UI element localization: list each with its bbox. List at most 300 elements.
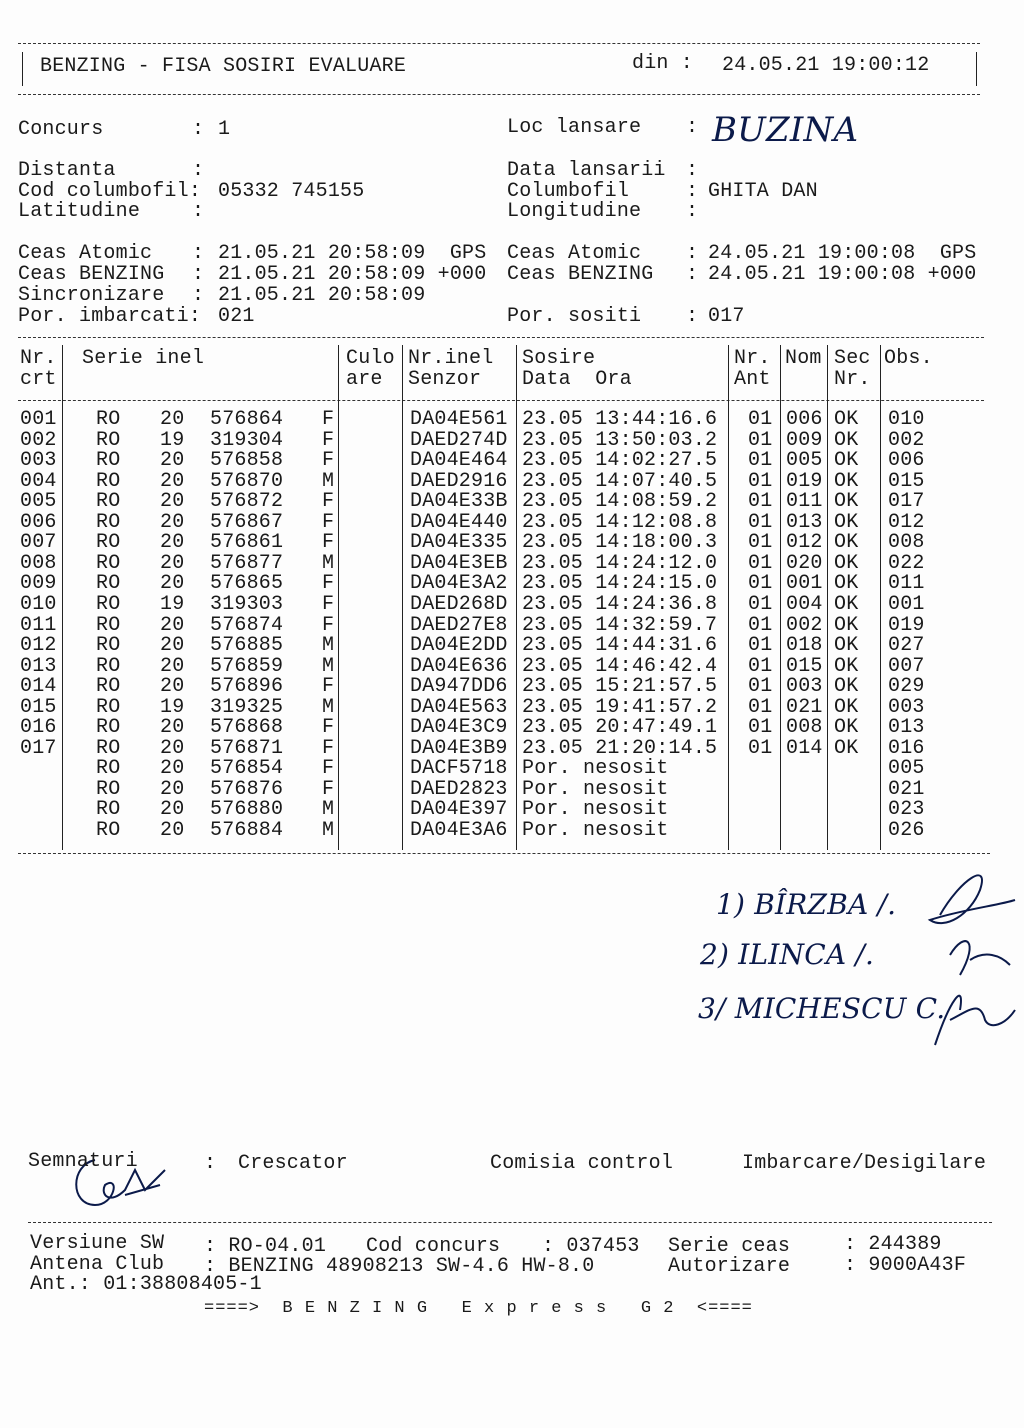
cell-arrival: Por. nesosit xyxy=(522,777,669,801)
cell-antenna: 01 xyxy=(748,592,773,616)
commission-label: Comisia control xyxy=(490,1152,674,1175)
date-label: din : xyxy=(632,52,694,75)
cell-nom: 006 xyxy=(786,408,823,431)
cell-year: 20 xyxy=(160,654,185,678)
cell-country: RO xyxy=(96,716,121,740)
cell-sensor: DA04E3EB xyxy=(410,551,508,575)
cell-arrival: 23.05 14:24:15.0 xyxy=(522,572,718,596)
info-colon: : xyxy=(686,200,699,223)
header-sec-nr: Sec Nr. xyxy=(834,347,871,391)
cell-ring: 576867 xyxy=(210,510,284,534)
box-right-border xyxy=(976,52,977,86)
cell-sec: OK xyxy=(834,613,859,637)
cell-nr: 010 xyxy=(20,592,57,616)
cell-obs: 012 xyxy=(888,510,925,534)
info-label: Por. sositi xyxy=(507,305,642,328)
antenna-id: Ant.: 01:38808405-1 xyxy=(30,1273,262,1296)
info-label: Columbofil xyxy=(507,180,630,203)
cell-antenna: 01 xyxy=(748,469,773,493)
cell-sensor: DA947DD6 xyxy=(410,675,508,699)
cell-sex: F xyxy=(322,675,335,699)
cell-antenna: 01 xyxy=(748,449,773,473)
cell-country: RO xyxy=(96,428,121,452)
cell-sensor: DA04E440 xyxy=(410,510,508,534)
cell-nom: 013 xyxy=(786,510,823,534)
cell-sensor: DA04E3B9 xyxy=(410,736,508,760)
cell-arrival: 23.05 14:08:59.2 xyxy=(522,490,718,514)
cell-ring: 576876 xyxy=(210,777,284,801)
cell-sec: OK xyxy=(834,510,859,534)
info-value: 021 xyxy=(218,305,255,328)
cell-sec: OK xyxy=(834,716,859,740)
cell-antenna: 01 xyxy=(748,654,773,678)
column-separator xyxy=(402,345,403,850)
cell-year: 19 xyxy=(160,428,185,452)
cell-sex: F xyxy=(322,736,335,760)
info-label: Ceas BENZING xyxy=(507,263,654,286)
cell-arrival: Por. nesosit xyxy=(522,819,669,842)
cell-country: RO xyxy=(96,572,121,596)
clock-serial-label: Serie ceas xyxy=(668,1235,791,1258)
cell-obs: 016 xyxy=(888,736,925,760)
cell-country: RO xyxy=(96,449,121,473)
cell-year: 20 xyxy=(160,510,185,534)
column-separator xyxy=(338,345,339,850)
cell-arrival: 23.05 13:44:16.6 xyxy=(522,408,718,431)
cell-year: 20 xyxy=(160,634,185,658)
cell-sec: OK xyxy=(834,469,859,493)
cell-sec: OK xyxy=(834,449,859,473)
clock-serial-value: : 244389 xyxy=(844,1233,942,1256)
cell-obs: 021 xyxy=(888,777,925,801)
cell-country: RO xyxy=(96,675,121,699)
cell-ring: 576874 xyxy=(210,613,284,637)
cell-country: RO xyxy=(96,777,121,801)
cell-sex: F xyxy=(322,757,335,781)
cell-ring: 319303 xyxy=(210,592,284,616)
column-separator xyxy=(62,345,63,850)
cell-arrival: 23.05 19:41:57.2 xyxy=(522,695,718,719)
cell-sex: F xyxy=(322,531,335,555)
cell-nr: 017 xyxy=(20,736,57,760)
cell-country: RO xyxy=(96,551,121,575)
cell-nom: 005 xyxy=(786,449,823,473)
info-value: GHITA DAN xyxy=(708,180,818,203)
header-serie-inel: Serie inel xyxy=(82,347,205,370)
header-obs: Obs. xyxy=(884,347,933,370)
info-colon: : xyxy=(686,305,699,328)
cell-nr: 001 xyxy=(20,408,57,431)
info-value: 24.05.21 19:00:08 GPS xyxy=(708,242,977,265)
cell-antenna: 01 xyxy=(748,510,773,534)
info-label: Ceas BENZING xyxy=(18,263,165,286)
cell-country: RO xyxy=(96,634,121,658)
cell-obs: 005 xyxy=(888,757,925,781)
cell-antenna: 01 xyxy=(748,675,773,699)
table-top-divider xyxy=(18,337,984,338)
date-value: 24.05.21 19:00:12 xyxy=(722,54,930,77)
info-label: Sincronizare xyxy=(18,284,165,307)
cell-nr: 007 xyxy=(20,531,57,555)
cell-sec: OK xyxy=(834,572,859,596)
cell-country: RO xyxy=(96,695,121,719)
cell-ring: 319304 xyxy=(210,428,284,452)
cell-sec: OK xyxy=(834,531,859,555)
cell-nom: 015 xyxy=(786,654,823,678)
cell-ring: 576885 xyxy=(210,634,284,658)
cell-ring: 576884 xyxy=(210,819,284,842)
cell-sex: F xyxy=(322,777,335,801)
cell-year: 20 xyxy=(160,572,185,596)
cell-sec: OK xyxy=(834,592,859,616)
cell-antenna: 01 xyxy=(748,736,773,760)
cell-obs: 029 xyxy=(888,675,925,699)
cell-nr: 015 xyxy=(20,695,57,719)
header-senzor: Nr.inel Senzor xyxy=(408,347,494,391)
column-separator xyxy=(728,345,729,850)
info-colon: : xyxy=(192,118,205,141)
cell-nr: 003 xyxy=(20,449,57,473)
cell-nom: 004 xyxy=(786,592,823,616)
cell-year: 20 xyxy=(160,531,185,555)
header-sosire: Sosire Data Ora xyxy=(522,347,632,391)
cell-sensor: DA04E3A6 xyxy=(410,819,508,842)
cell-sex: M xyxy=(322,469,335,493)
cell-ring: 576872 xyxy=(210,490,284,514)
cell-country: RO xyxy=(96,592,121,616)
cell-ring: 576870 xyxy=(210,469,284,493)
info-value: 21.05.21 20:58:09 xyxy=(218,284,426,307)
cell-year: 20 xyxy=(160,819,185,842)
commission-signatures-icon xyxy=(890,860,1020,1060)
cell-sec: OK xyxy=(834,551,859,575)
cell-antenna: 01 xyxy=(748,716,773,740)
cell-obs: 011 xyxy=(888,572,925,596)
cell-year: 20 xyxy=(160,469,185,493)
cell-sensor: DA04E563 xyxy=(410,695,508,719)
cell-sec: OK xyxy=(834,428,859,452)
cell-obs: 023 xyxy=(888,798,925,822)
cell-year: 20 xyxy=(160,449,185,473)
info-value: 017 xyxy=(708,305,745,328)
info-label: Ceas Atomic xyxy=(507,242,642,265)
cell-nom: 001 xyxy=(786,572,823,596)
header-nr-ant: Nr. Ant xyxy=(734,347,771,391)
cell-sensor: DA04E3C9 xyxy=(410,716,508,740)
cell-obs: 022 xyxy=(888,551,925,575)
column-separator xyxy=(827,345,828,850)
cell-sensor: DA04E3A2 xyxy=(410,572,508,596)
cell-sensor: DA04E636 xyxy=(410,654,508,678)
cell-year: 20 xyxy=(160,736,185,760)
authorization-label: Autorizare xyxy=(668,1255,791,1278)
cell-obs: 008 xyxy=(888,531,925,555)
cell-sex: F xyxy=(322,716,335,740)
box-left-border xyxy=(22,52,23,86)
cell-nr: 013 xyxy=(20,654,57,678)
cell-nr: 009 xyxy=(20,572,57,596)
cell-sec: OK xyxy=(834,675,859,699)
cell-nom: 014 xyxy=(786,736,823,760)
cell-country: RO xyxy=(96,490,121,514)
cell-arrival: 23.05 14:07:40.5 xyxy=(522,469,718,493)
cell-antenna: 01 xyxy=(748,634,773,658)
info-value: 1 xyxy=(218,118,231,141)
cell-ring: 576861 xyxy=(210,531,284,555)
cell-sec: OK xyxy=(834,408,859,431)
cell-arrival: 23.05 14:12:08.8 xyxy=(522,510,718,534)
cell-antenna: 01 xyxy=(748,572,773,596)
cell-sex: F xyxy=(322,408,335,431)
cell-year: 19 xyxy=(160,695,185,719)
cell-sex: M xyxy=(322,634,335,658)
info-label: Data lansarii xyxy=(507,159,666,182)
cell-nom: 003 xyxy=(786,675,823,699)
cell-obs: 001 xyxy=(888,592,925,616)
info-label: Cod columbofil: xyxy=(18,180,202,203)
cell-antenna: 01 xyxy=(748,695,773,719)
cell-arrival: 23.05 13:50:03.2 xyxy=(522,428,718,452)
cell-ring: 576865 xyxy=(210,572,284,596)
cell-year: 20 xyxy=(160,408,185,431)
cell-obs: 002 xyxy=(888,428,925,452)
column-separator xyxy=(880,345,881,850)
cell-sensor: DA04E561 xyxy=(410,408,508,431)
cell-antenna: 01 xyxy=(748,428,773,452)
cell-arrival: 23.05 14:32:59.7 xyxy=(522,613,718,637)
cell-year: 20 xyxy=(160,613,185,637)
cell-nr: 005 xyxy=(20,490,57,514)
info-colon: : xyxy=(686,116,699,139)
cell-ring: 319325 xyxy=(210,695,284,719)
header-nom: Nom xyxy=(785,347,822,370)
cell-obs: 013 xyxy=(888,716,925,740)
cell-obs: 003 xyxy=(888,695,925,719)
header-culoare: Culo are xyxy=(346,347,395,391)
cell-sensor: DA04E335 xyxy=(410,531,508,555)
cell-sex: F xyxy=(322,510,335,534)
cell-sex: M xyxy=(322,654,335,678)
cell-arrival: 23.05 21:20:14.5 xyxy=(522,736,718,760)
cell-sec: OK xyxy=(834,695,859,719)
cell-nom: 002 xyxy=(786,613,823,637)
cell-year: 20 xyxy=(160,777,185,801)
info-label: Longitudine xyxy=(507,200,642,223)
cell-nr: 014 xyxy=(20,675,57,699)
info-colon: : xyxy=(686,242,699,265)
info-label: Concurs xyxy=(18,118,104,141)
cell-sensor: DA04E33B xyxy=(410,490,508,514)
cell-obs: 026 xyxy=(888,819,925,842)
table-bottom-divider xyxy=(18,853,990,854)
info-label: Por. imbarcati: xyxy=(18,305,202,328)
cell-arrival: 23.05 14:24:12.0 xyxy=(522,551,718,575)
cell-antenna: 01 xyxy=(748,408,773,431)
sw-version-label: Versiune SW xyxy=(30,1232,165,1255)
cell-sensor: DAED274D xyxy=(410,428,508,452)
cell-nr: 008 xyxy=(20,551,57,575)
cell-arrival: Por. nesosit xyxy=(522,798,669,822)
cell-nom: 021 xyxy=(786,695,823,719)
footer-divider xyxy=(28,1222,992,1223)
cell-arrival: 23.05 15:21:57.5 xyxy=(522,675,718,699)
cell-sex: M xyxy=(322,551,335,575)
cell-sec: OK xyxy=(834,490,859,514)
cell-nr: 002 xyxy=(20,428,57,452)
cell-sex: F xyxy=(322,592,335,616)
club-antenna-label: Antena Club xyxy=(30,1253,165,1276)
cell-sec: OK xyxy=(834,654,859,678)
breeder-label: Crescator xyxy=(238,1152,348,1175)
cell-sex: M xyxy=(322,819,335,842)
signatures-label: Semnaturi xyxy=(28,1150,138,1173)
cell-year: 20 xyxy=(160,490,185,514)
cell-country: RO xyxy=(96,531,121,555)
cell-sensor: DAED27E8 xyxy=(410,613,508,637)
handwritten-line-1: 1) BÎRZBA /. xyxy=(716,888,897,921)
cell-nom: 008 xyxy=(786,716,823,740)
handwritten-line-2: 2) ILINCA /. xyxy=(700,938,875,971)
cell-antenna: 01 xyxy=(748,613,773,637)
cell-obs: 027 xyxy=(888,634,925,658)
info-value: 21.05.21 20:58:09 GPS xyxy=(218,242,487,265)
cell-obs: 010 xyxy=(888,408,925,431)
cell-ring: 576868 xyxy=(210,716,284,740)
cell-nom: 020 xyxy=(786,551,823,575)
cell-arrival: 23.05 20:47:49.1 xyxy=(522,716,718,740)
cell-sex: F xyxy=(322,572,335,596)
info-value: 05332 745155 xyxy=(218,180,365,203)
cell-sensor: DA04E2DD xyxy=(410,634,508,658)
race-code-label: Cod concurs xyxy=(366,1235,501,1258)
cell-nom: 012 xyxy=(786,531,823,555)
cell-sex: F xyxy=(322,490,335,514)
race-code-value: : 037453 xyxy=(542,1235,640,1258)
cell-sensor: DAED268D xyxy=(410,592,508,616)
info-value: 21.05.21 20:58:09 +000 xyxy=(218,263,487,286)
info-label: Loc lansare xyxy=(507,116,642,139)
info-label: Ceas Atomic xyxy=(18,242,153,265)
boarding-label: Imbarcare/Desigilare xyxy=(742,1152,987,1175)
info-colon: : xyxy=(192,263,205,286)
cell-nr: 006 xyxy=(20,510,57,534)
cell-nom: 011 xyxy=(786,490,823,514)
column-separator xyxy=(516,345,517,850)
cell-arrival: 23.05 14:02:27.5 xyxy=(522,449,718,473)
cell-country: RO xyxy=(96,654,121,678)
info-colon: : xyxy=(192,200,205,223)
cell-ring: 576871 xyxy=(210,736,284,760)
info-label: Distanta xyxy=(18,159,116,182)
handwritten-line-3: 3/ MICHESCU C. xyxy=(698,992,946,1025)
cell-nr: 004 xyxy=(20,469,57,493)
info-colon: : xyxy=(686,159,699,182)
cell-antenna: 01 xyxy=(748,551,773,575)
cell-antenna: 01 xyxy=(748,531,773,555)
cell-ring: 576877 xyxy=(210,551,284,575)
table-header-divider xyxy=(18,400,984,401)
info-colon: : xyxy=(192,284,205,307)
cell-sensor: DA04E464 xyxy=(410,449,508,473)
cell-country: RO xyxy=(96,469,121,493)
cell-sensor: DAED2823 xyxy=(410,777,508,801)
cell-ring: 576859 xyxy=(210,654,284,678)
cell-year: 20 xyxy=(160,798,185,822)
info-colon: : xyxy=(192,242,205,265)
cell-year: 20 xyxy=(160,757,185,781)
cell-arrival: 23.05 14:18:00.3 xyxy=(522,531,718,555)
signatures-colon: : xyxy=(204,1152,217,1175)
cell-year: 20 xyxy=(160,716,185,740)
cell-country: RO xyxy=(96,510,121,534)
cell-sensor: DAED2916 xyxy=(410,469,508,493)
cell-ring: 576854 xyxy=(210,757,284,781)
cell-sex: F xyxy=(322,613,335,637)
cell-country: RO xyxy=(96,757,121,781)
authorization-value: : 9000A43F xyxy=(844,1254,967,1277)
cell-country: RO xyxy=(96,736,121,760)
cell-nr: 016 xyxy=(20,716,57,740)
info-colon: : xyxy=(686,263,699,286)
cell-obs: 006 xyxy=(888,449,925,473)
cell-obs: 019 xyxy=(888,613,925,637)
info-value: 24.05.21 19:00:08 +000 xyxy=(708,263,977,286)
info-colon: : xyxy=(686,180,699,203)
cell-obs: 015 xyxy=(888,469,925,493)
info-colon: : xyxy=(192,159,205,182)
cell-nom: 019 xyxy=(786,469,823,493)
benzing-express-banner: ====> B E N Z I N G E x p r e s s G 2 <==== xyxy=(204,1299,753,1318)
cell-sensor: DACF5718 xyxy=(410,757,508,781)
cell-obs: 017 xyxy=(888,490,925,514)
cell-ring: 576880 xyxy=(210,798,284,822)
header-nr-crt: Nr. crt xyxy=(20,347,57,391)
cell-year: 20 xyxy=(160,551,185,575)
cell-country: RO xyxy=(96,408,121,431)
cell-ring: 576858 xyxy=(210,449,284,473)
cell-ring: 576864 xyxy=(210,408,284,431)
page-title: BENZING - FISA SOSIRI EVALUARE xyxy=(40,55,407,78)
handwritten-location: BUZINA xyxy=(712,110,859,150)
cell-country: RO xyxy=(96,819,121,842)
cell-sex: F xyxy=(322,449,335,473)
cell-ring: 576896 xyxy=(210,675,284,699)
info-label: Latitudine xyxy=(18,200,141,223)
cell-arrival: 23.05 14:24:36.8 xyxy=(522,592,718,616)
cell-arrival: 23.05 14:46:42.4 xyxy=(522,654,718,678)
cell-nr: 012 xyxy=(20,634,57,658)
cell-obs: 007 xyxy=(888,654,925,678)
cell-sec: OK xyxy=(834,736,859,760)
cell-arrival: Por. nesosit xyxy=(522,757,669,781)
cell-country: RO xyxy=(96,798,121,822)
cell-sex: M xyxy=(322,798,335,822)
cell-country: RO xyxy=(96,613,121,637)
cell-nom: 009 xyxy=(786,428,823,452)
club-antenna-value: : BENZING 48908213 SW-4.6 HW-8.0 xyxy=(204,1255,595,1278)
cell-nom: 018 xyxy=(786,634,823,658)
cell-arrival: 23.05 14:44:31.6 xyxy=(522,634,718,658)
cell-sex: F xyxy=(322,428,335,452)
cell-year: 19 xyxy=(160,592,185,616)
cell-nr: 011 xyxy=(20,613,57,637)
cell-year: 20 xyxy=(160,675,185,699)
cell-antenna: 01 xyxy=(748,490,773,514)
cell-sex: M xyxy=(322,695,335,719)
cell-sec: OK xyxy=(834,634,859,658)
sw-version-value: : RO-04.01 xyxy=(204,1235,327,1258)
column-separator xyxy=(780,345,781,850)
